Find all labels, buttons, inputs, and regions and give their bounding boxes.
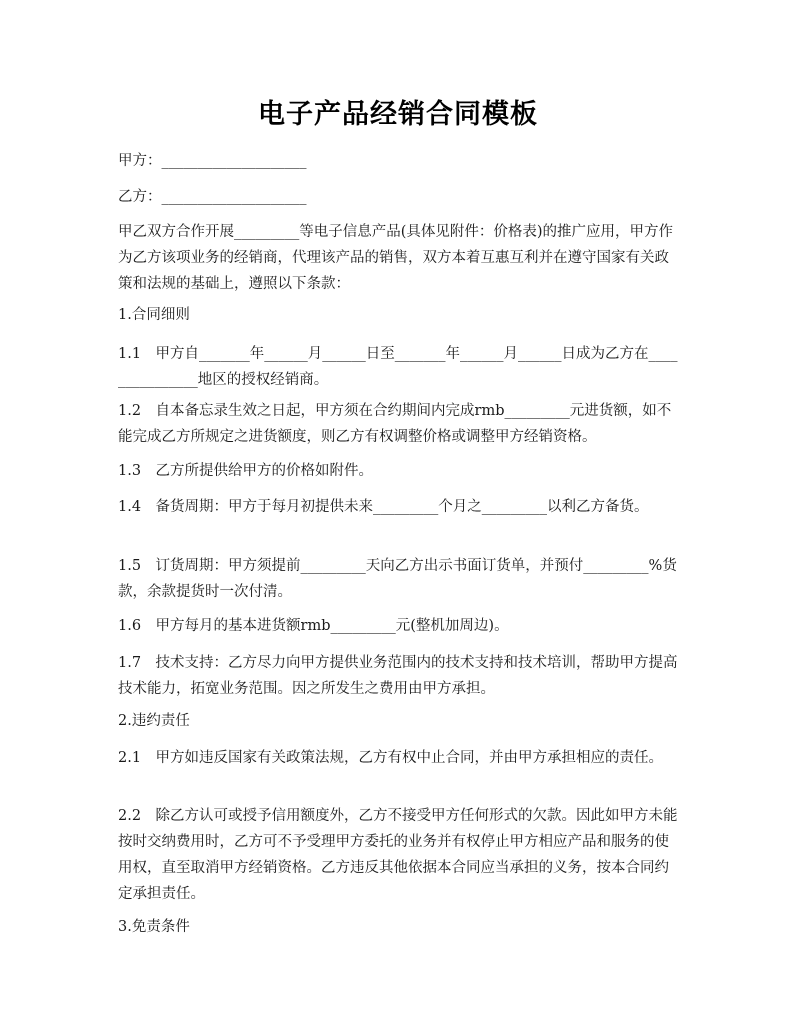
clause-1-7: 1.7 技术支持：乙方尽力向甲方提供业务范围内的技术支持和技术培训，帮助甲方提高技术能力，拓宽业务范围。因之所发生之费用由甲方承担。 (118, 655, 678, 697)
clause-2-2: 2.2 除乙方认可或授予信用额度外，乙方不接受甲方任何形式的欠款。因此如甲方未能按时交纳费用时，乙方可不予受理甲方委托的业务并有权停止甲方相应产品和服务的使用权，直至取消甲方经销资格。乙方违反其他依据本合同应当承担的义务，按本合同约定承担责任。 (118, 808, 678, 902)
clause-2-1: 2.1 甲方如违反国家有关政策法规，乙方有权中止合同，并由甲方承担相应的责任。 (118, 750, 664, 766)
clause-1-3: 1.3 乙方所提供给甲方的价格如附件。 (118, 463, 374, 479)
section-heading-1: 1.合同细则 (118, 307, 190, 323)
party-b-line: 乙方：____________________ (118, 189, 307, 205)
clause-1-1: 1.1 甲方自_______年______月______日至_______年______月______日成为乙方在_______________地区的授权经销商。 (118, 346, 678, 388)
clause-1-6: 1.6 甲方每月的基本进货额rmb_________元(整机加周边)。 (118, 618, 509, 634)
clause-1-4: 1.4 备货周期：甲方于每月初提供未来_________个月之_________以利乙方备货。 (118, 499, 649, 515)
clause-1-2: 1.2 自本备忘录生效之日起，甲方须在合约期间内完成rmb_________元进货额，如不能完成乙方所规定之进货额度，则乙方有权调整价格或调整甲方经销资格。 (118, 403, 672, 445)
preamble-paragraph: 甲乙双方合作开展_________等电子信息产品(具体见附件：价格表)的推广应用，甲方作为乙方该项业务的经销商，代理该产品的销售，双方本着互惠互利并在遵守国家有关政策和法规的基础上，遵照以下条款： (118, 224, 674, 292)
section-heading-2: 2.违约责任 (118, 713, 190, 729)
section-heading-3: 3.免责条件 (118, 919, 190, 935)
clause-1-5: 1.5 订货周期：甲方须提前_________天向乙方出示书面订货单，并预付_________%货款，余款提货时一次付清。 (118, 558, 677, 600)
party-a-line: 甲方：____________________ (118, 153, 307, 169)
document-title: 电子产品经销合同模板 (258, 99, 538, 130)
